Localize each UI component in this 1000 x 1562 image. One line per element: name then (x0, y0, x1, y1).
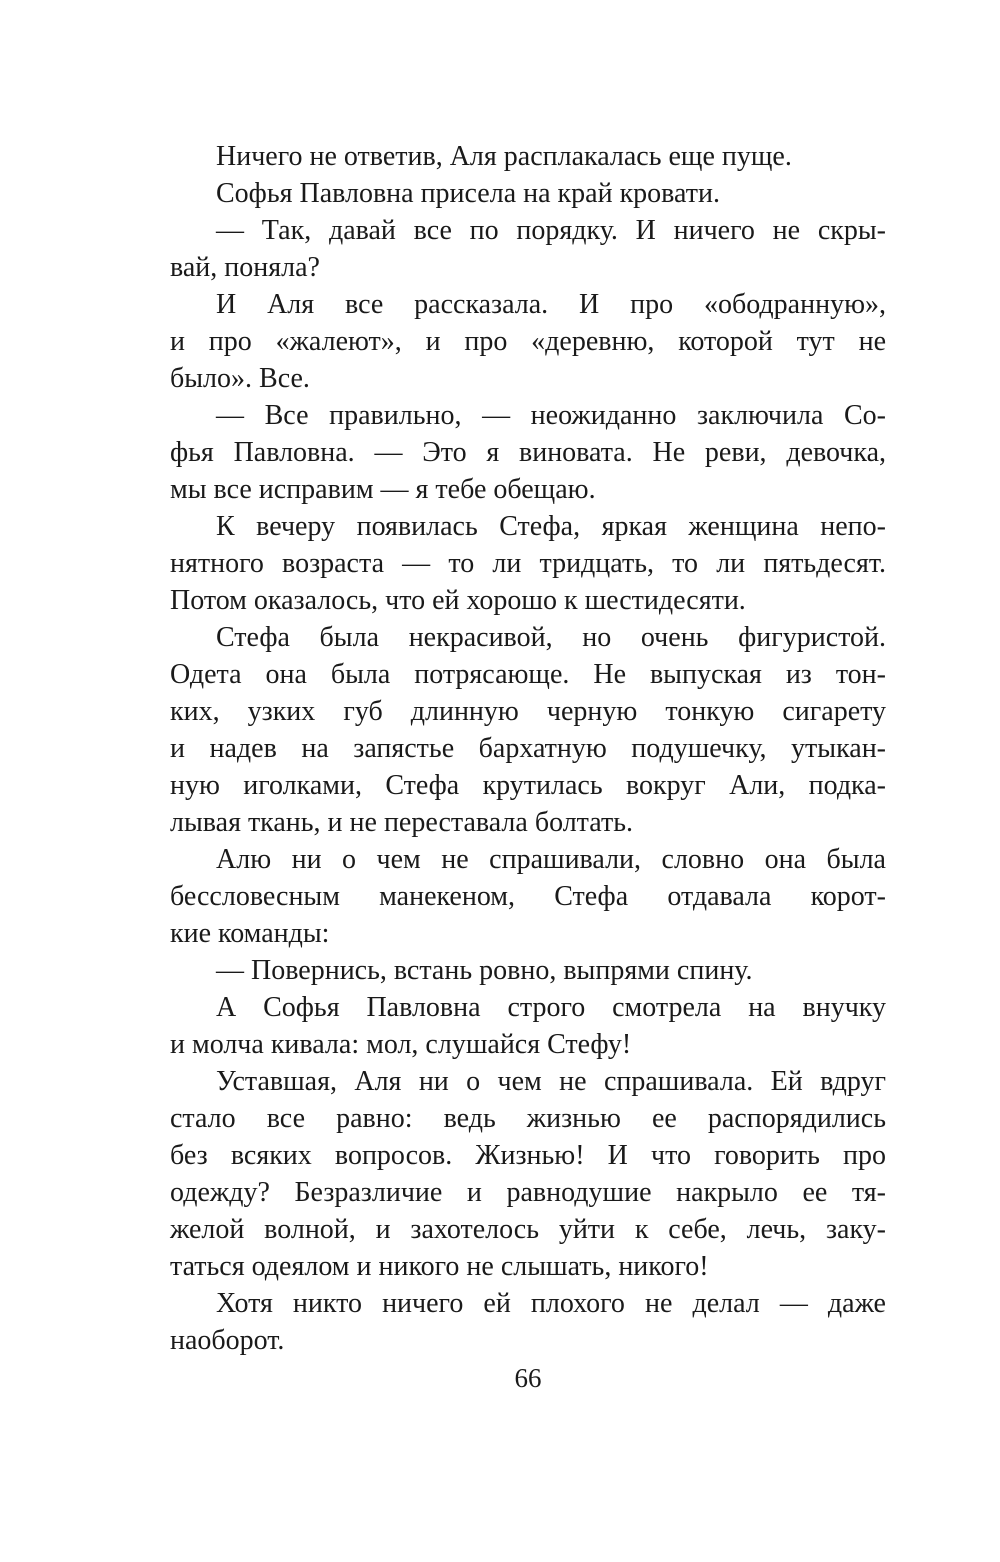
text-line: бессловесным манекеном, Стефа отдавала корот- (170, 881, 886, 912)
text-line: Софья Павловна присела на край кровати. (216, 178, 720, 209)
text-line: И Аля все рассказала. И про «ободранную», (216, 289, 886, 320)
text-line: и про «жалеют», и про «деревню, которой тут не (170, 326, 886, 357)
text-line: наоборот. (170, 1325, 285, 1356)
text-line: и надев на запястье бархатную подушечку, утыкан- (170, 733, 886, 764)
paragraph (170, 619, 886, 841)
text-line: А Софья Павловна строго смотрела на внучку (216, 992, 886, 1023)
page-text (170, 138, 886, 1359)
text-line: Хотя никто ничего ей плохого не делал — даже (216, 1288, 886, 1319)
text-line: Алю ни о чем не спрашивали, словно она была (216, 844, 886, 875)
page-number: 66 (514, 1363, 542, 1393)
text-line: мы все исправим — я тебе обещаю. (170, 474, 596, 505)
paragraph (170, 175, 886, 212)
text-line: К вечеру появилась Стефа, яркая женщина непо- (216, 511, 886, 542)
text-line: кие команды: (170, 918, 330, 949)
text-line: фья Павловна. — Это я виновата. Не реви, девочка, (170, 437, 886, 468)
text-line: без всяких вопросов. Жизнью! И что говорить про (170, 1140, 886, 1171)
paragraph (170, 212, 886, 286)
text-line: таться одеялом и никого не слышать, никого! (170, 1251, 709, 1282)
text-line: — Повернись, встань ровно, выпрями спину. (216, 955, 753, 986)
text-line: ную иголками, Стефа крутилась вокруг Али, подка- (170, 770, 886, 801)
text-line: Потом оказалось, что ей хорошо к шестидесяти. (170, 585, 746, 616)
text-line: Стефа была некрасивой, но очень фигуристой. (216, 622, 886, 653)
text-line: Одета она была потрясающе. Не выпуская из тон- (170, 659, 886, 690)
text-line: — Все правильно, — неожиданно заключила Со- (216, 400, 886, 431)
paragraph (170, 508, 886, 619)
paragraph (170, 138, 886, 175)
text-line: Ничего не ответив, Аля расплакалась еще пуще. (216, 141, 792, 172)
paragraph (170, 841, 886, 952)
text-line: вай, поняла? (170, 252, 320, 283)
text-line: ких, узких губ длинную черную тонкую сигарету (170, 696, 886, 727)
paragraph (170, 1063, 886, 1285)
text-line: и молча кивала: мол, слушайся Стефу! (170, 1029, 632, 1060)
text-line: лывая ткань, и не переставала болтать. (170, 807, 633, 838)
text-line: желой волной, и захотелось уйти к себе, лечь, заку- (170, 1214, 886, 1245)
paragraph (170, 989, 886, 1063)
paragraph (170, 286, 886, 397)
text-line: было». Все. (170, 363, 310, 394)
text-line: стало все равно: ведь жизнью ее распорядились (170, 1103, 886, 1134)
text-line: нятного возраста — то ли тридцать, то ли пятьдесят. (170, 548, 886, 579)
text-line: одежду? Безразличие и равнодушие накрыло ее тя- (170, 1177, 886, 1208)
paragraph (170, 397, 886, 508)
text-line: — Так, давай все по порядку. И ничего не скры- (216, 215, 886, 246)
text-line: Уставшая, Аля ни о чем не спрашивала. Ей вдруг (216, 1066, 886, 1097)
paragraph (170, 952, 886, 989)
paragraph (170, 1285, 886, 1359)
